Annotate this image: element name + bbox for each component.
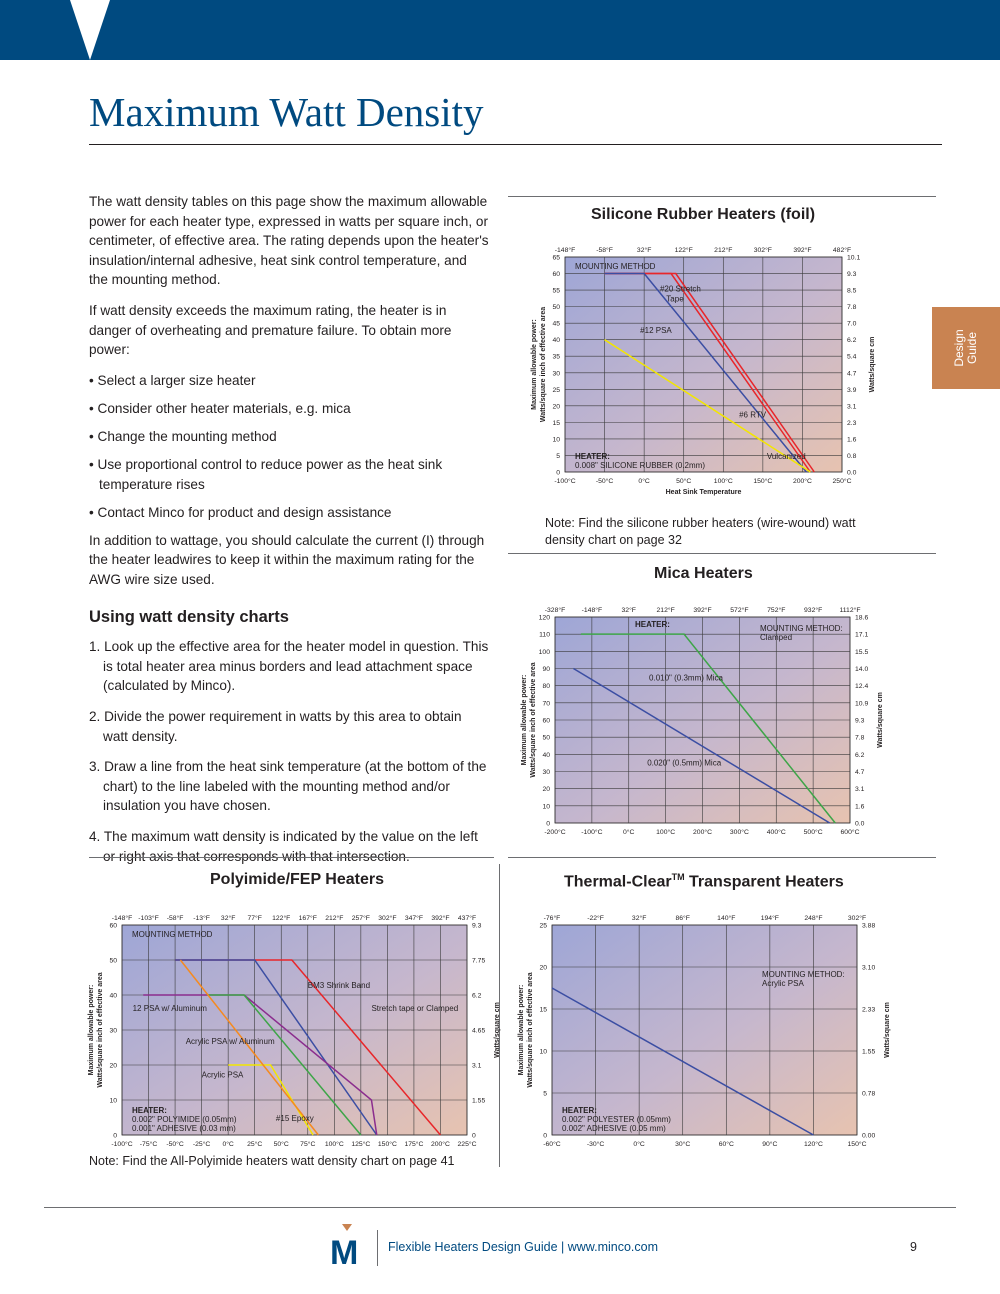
header-notch — [0, 0, 130, 60]
page-title: Maximum Watt Density — [89, 89, 484, 135]
y-tick-label: 35 — [552, 353, 560, 361]
heater-label: 0.001" ADHESIVE (0.03 mm) — [132, 1124, 236, 1133]
x2-tick-label: -328°F — [544, 607, 566, 614]
silicone-rubber-chart — [515, 240, 885, 502]
y2-tick-label: 7.0 — [847, 320, 857, 328]
y-tick-label: 55 — [552, 287, 560, 295]
x2-tick-label: 32°F — [636, 247, 652, 254]
y-tick-label: 0 — [546, 820, 550, 828]
x2-tick-label: 212°F — [656, 607, 675, 614]
series-annotation: #6 RTV — [739, 410, 767, 420]
x2-tick-label: -58°F — [596, 247, 613, 254]
x-tick-label: 150°C — [753, 478, 773, 485]
x2-tick-label: 194°F — [760, 915, 779, 922]
y-tick-label: 45 — [552, 320, 560, 328]
y-tick-label: 15 — [539, 1006, 547, 1014]
plot-area — [565, 257, 842, 472]
x2-tick-label: -103°F — [138, 915, 159, 922]
step-item: 1. Look up the effective area for the heater model in question. This is total heater area minus borders and lead attachment space (calculated by Minco). — [89, 639, 489, 694]
y2-tick-label: 10.9 — [855, 700, 869, 708]
y2-tick-label: 6.2 — [472, 992, 482, 1000]
y-axis-title-line2: Watts/square inch of effective area — [540, 306, 547, 423]
y-tick-label: 20 — [542, 786, 550, 794]
y2-tick-label: 4.7 — [855, 769, 865, 776]
y-tick-label: 0 — [113, 1132, 117, 1140]
footer-divider — [44, 1207, 956, 1208]
y-axis-title-line1: Maximum allowable power: — [88, 984, 95, 1076]
x-tick-label: 0°C — [222, 1141, 234, 1148]
mounting-method-value: Acrylic PSA — [762, 979, 804, 988]
y-tick-label: 40 — [542, 751, 550, 759]
series-annotation: 0.010" (0.3mm) Mica — [649, 673, 724, 683]
y-tick-label: 20 — [539, 964, 547, 972]
x-tick-label: -25°C — [192, 1141, 211, 1148]
heater-label: HEATER: — [562, 1106, 597, 1115]
footer-separator — [377, 1230, 378, 1266]
thermal-chart-title: Thermal-Clear™ Transparent Heaters — [564, 872, 844, 891]
mounting-method-label: MOUNTING METHOD — [132, 930, 213, 939]
design-guide-tab[interactable] — [932, 307, 1000, 389]
series-annotation: Acrylic PSA — [201, 1070, 244, 1080]
y2-tick-label: 9.3 — [847, 271, 857, 279]
y-axis-title — [531, 307, 547, 422]
x-tick-label: 25°C — [247, 1141, 263, 1148]
x2-tick-label: -148°F — [581, 607, 603, 614]
y-tick-label: 5 — [543, 1090, 547, 1098]
x-tick-label: 200°C — [693, 829, 712, 836]
list-item: • Select a larger size heater — [89, 372, 256, 388]
minco-logo — [330, 1222, 366, 1270]
y-tick-label: 50 — [552, 304, 560, 312]
x2-tick-label: 752°F — [767, 607, 786, 614]
x-tick-label: -100°C — [554, 478, 576, 485]
mica-chart — [510, 598, 895, 843]
x-tick-label: -30°C — [586, 1141, 605, 1148]
y-tick-label: 10 — [552, 436, 560, 444]
y2-tick-label: 17.1 — [855, 631, 869, 639]
thermal-top-rule — [508, 857, 936, 858]
y-tick-label: 80 — [542, 683, 550, 691]
series-annotation: Tape — [666, 294, 684, 304]
x-tick-label: 90°C — [762, 1141, 778, 1148]
design-guide-tab-label: Design Guide — [952, 329, 979, 367]
x2-tick-label: 32°F — [621, 607, 636, 614]
y2-tick-label: 1.55 — [472, 1097, 486, 1105]
y2-tick-label: 12.4 — [855, 683, 869, 691]
step-item: 4. The maximum watt density is indicated by the value on the left — [89, 828, 478, 844]
x-tick-label: 500°C — [803, 829, 823, 836]
y2-tick-label: 0.00 — [862, 1132, 876, 1140]
y2-tick-label: 3.1 — [855, 786, 865, 794]
y-tick-label: 10 — [539, 1048, 547, 1056]
mica-chart-title: Mica Heaters — [654, 565, 753, 582]
x2-tick-label: -58°F — [166, 915, 184, 922]
x-axis-title: Heat Sink Temperature — [665, 489, 742, 496]
y-tick-label: 60 — [542, 717, 550, 725]
y2-axis-title — [877, 692, 884, 748]
x2-tick-label: 932°F — [804, 607, 823, 614]
y2-tick-label: 15.5 — [855, 648, 869, 656]
x2-tick-label: 248°F — [804, 915, 823, 922]
y2-tick-label: 4.65 — [472, 1027, 486, 1035]
howto-heading: Using watt density charts — [89, 607, 289, 626]
y-axis-title-line1: Maximum allowable power: — [521, 674, 528, 766]
y2-tick-label: 4.7 — [847, 370, 857, 378]
mounting-method-label: MOUNTING METHOD: — [760, 624, 843, 633]
mounting-method-value: Clamped — [760, 633, 793, 642]
y2-axis-title — [869, 337, 876, 393]
x-tick-label: 400°C — [766, 829, 786, 836]
y2-tick-label: 3.88 — [862, 922, 876, 930]
y-axis-title — [518, 972, 534, 1087]
series-annotation: Vulcanized — [766, 451, 806, 461]
header-bar — [0, 0, 1000, 60]
x2-tick-label: 32°F — [220, 915, 236, 922]
x2-tick-label: -76°F — [543, 915, 561, 922]
x-tick-label: 100°C — [324, 1141, 344, 1148]
y2-tick-label: 7.8 — [847, 304, 857, 312]
y2-tick-label: 14.0 — [855, 666, 869, 673]
x2-tick-label: 392°F — [793, 247, 812, 254]
x2-tick-label: 32°F — [631, 915, 647, 922]
polyimide-top-rule — [89, 857, 494, 858]
y2-tick-label: 3.1 — [847, 403, 857, 411]
x-tick-label: 0°C — [638, 478, 650, 485]
y-tick-label: 25 — [539, 922, 547, 930]
y2-tick-label: 0.0 — [855, 820, 865, 828]
x2-tick-label: 482°F — [832, 247, 852, 254]
y-tick-label: 0 — [556, 469, 560, 477]
x-tick-label: 175°C — [404, 1141, 424, 1148]
y2-tick-label: 7.75 — [472, 957, 486, 965]
y2-tick-label: 18.6 — [855, 614, 869, 622]
y2-tick-label: 2.33 — [862, 1006, 876, 1014]
x-tick-label: 120°C — [803, 1141, 823, 1148]
x-tick-label: 150°C — [847, 1141, 867, 1148]
y2-tick-label: 1.6 — [847, 436, 857, 444]
x2-tick-label: -148°F — [111, 915, 133, 922]
y2-axis-title-text: Watts/square cm — [494, 1002, 501, 1058]
y2-tick-label: 2.3 — [847, 419, 857, 427]
y2-tick-label: 3.1 — [472, 1062, 482, 1070]
x2-tick-label: 257°F — [351, 915, 370, 922]
x2-tick-label: -22°F — [587, 915, 604, 922]
series-annotation: Acrylic PSA w/ Aluminum — [185, 1037, 275, 1046]
steps-list — [89, 637, 489, 866]
title-divider — [89, 144, 942, 145]
y-axis-title — [88, 972, 104, 1087]
polyimide-chart-title: Polyimide/FEP Heaters — [210, 871, 384, 888]
series-annotation: Stretch tape or Clamped — [371, 1003, 459, 1013]
current-paragraph: In addition to wattage, you should calculate the current (I) through the heater leadwires to keep it within the maximum rating for the AWG wire size used. — [89, 532, 485, 587]
x-tick-label: 30°C — [675, 1141, 691, 1148]
heater-label: 0.002" POLYESTER (0.05mm) — [562, 1115, 671, 1124]
y-tick-label: 40 — [552, 337, 560, 345]
x2-tick-label: 572°F — [730, 607, 749, 614]
silicone-note: Note: Find the silicone rubber heaters (wire-wound) watt density chart on page 32 — [545, 516, 856, 547]
y2-tick-label: 8.5 — [847, 287, 857, 295]
y2-tick-label: 0.78 — [862, 1090, 876, 1098]
intro-paragraph: The watt density tables on this page show the maximum allowable power for each heater type, expressed in watts per square inch, or centimeter, of effective area. The rating depends upon the heater's insulation/internal adhesive, heat sink control temperature, and the mounting method. — [89, 194, 489, 288]
y-tick-label: 100 — [538, 648, 550, 656]
step-item: 2. Divide the power requirement in watts by this area to obtain watt density. — [89, 708, 462, 744]
y2-tick-label: 0.8 — [847, 452, 857, 460]
y-axis-title-line2: Watts/square inch of effective area — [97, 972, 104, 1088]
y2-tick-label: 3.10 — [862, 964, 876, 972]
heater-label: 0.002" ADHESIVE (0.05 mm) — [562, 1124, 666, 1133]
x2-tick-label: 167°F — [298, 915, 317, 922]
y2-axis-title-text: Watts/square cm — [869, 336, 876, 393]
x-tick-label: -50°C — [595, 478, 614, 485]
x-tick-label: 200°C — [792, 478, 812, 485]
y-tick-label: 30 — [552, 370, 560, 378]
y2-axis-title-text: Watts/square cm — [884, 1002, 891, 1058]
y-axis-title — [521, 662, 537, 777]
y-axis-title-line2: Watts/square inch of effective area — [530, 662, 537, 778]
x-tick-label: -50°C — [166, 1141, 184, 1148]
series-annotation: #20 Stretch — [659, 284, 701, 294]
list-item: • Use proportional control to reduce power as the heat sink temperature rises — [89, 457, 443, 492]
y2-tick-label: 5.4 — [847, 353, 857, 361]
y2-tick-label: 9.3 — [472, 922, 482, 930]
body-text — [89, 192, 489, 877]
y2-tick-label: 3.9 — [847, 386, 857, 394]
x-tick-label: 600°C — [840, 829, 860, 836]
y2-tick-label: 7.8 — [855, 734, 865, 742]
y-tick-label: 15 — [552, 419, 560, 427]
x-tick-label: 50°C — [273, 1141, 289, 1148]
series-annotation: 12 PSA w/ Aluminum — [132, 1003, 207, 1013]
silicone-top-rule — [508, 196, 936, 197]
x-tick-label: 225°C — [457, 1141, 477, 1148]
page-number: 9 — [910, 1240, 917, 1254]
x2-tick-label: 302°F — [847, 915, 867, 922]
power-options-list — [89, 371, 489, 523]
x-tick-label: 75°C — [300, 1141, 316, 1148]
x-tick-label: 0°C — [623, 829, 635, 836]
x-tick-label: -100°C — [581, 829, 603, 836]
list-item: • Change the mounting method — [89, 428, 277, 444]
y-tick-label: 30 — [542, 769, 550, 776]
series-annotation: 0.020" (0.5mm) Mica — [647, 758, 722, 768]
series-annotation: #15 Epoxy — [275, 1114, 314, 1123]
y-tick-label: 90 — [542, 666, 550, 673]
heater-label: HEATER: — [132, 1106, 167, 1115]
y2-tick-label: 0 — [472, 1132, 476, 1140]
x-tick-label: -100°C — [111, 1141, 133, 1148]
series-annotation: #12 PSA — [640, 326, 672, 336]
x2-tick-label: 392°F — [431, 915, 450, 922]
plot-area — [552, 925, 857, 1135]
y-tick-label: 20 — [552, 403, 560, 411]
y-tick-label: 25 — [552, 386, 560, 394]
x-tick-label: 50°C — [676, 478, 692, 485]
list-item: • Consider other heater materials, e.g. mica — [89, 400, 351, 416]
polyimide-note: Note: Find the All-Polyimide heaters watt density chart on page 41 — [89, 1154, 455, 1168]
x2-tick-label: 77°F — [247, 915, 262, 922]
heater-label: 0.002" POLYIMIDE (0.05mm) — [132, 1115, 237, 1124]
y-tick-label: 10 — [542, 803, 550, 811]
x-tick-label: -75°C — [139, 1141, 158, 1148]
x2-tick-label: 140°F — [717, 915, 736, 922]
y-tick-label: 110 — [539, 631, 550, 639]
y-tick-label: 40 — [109, 992, 117, 1000]
y-tick-label: 5 — [556, 452, 560, 460]
heater-label: 0.008" SILICONE RUBBER (0.2mm) — [575, 461, 705, 470]
mica-top-rule — [508, 553, 936, 554]
y2-tick-label: 6.2 — [847, 337, 857, 345]
x-tick-label: 0°C — [633, 1141, 645, 1148]
x-tick-label: 100°C — [656, 829, 676, 836]
y-axis-title-line1: Maximum allowable power: — [518, 984, 525, 1076]
footer-text: Flexible Heaters Design Guide | www.minco.com — [388, 1240, 659, 1254]
y2-axis-title — [494, 1002, 501, 1058]
x2-tick-label: 302°F — [753, 247, 772, 254]
y2-tick-label: 1.6 — [855, 803, 865, 811]
x2-tick-label: 86°F — [675, 915, 690, 922]
mounting-method-label: MOUNTING METHOD — [575, 262, 656, 271]
y-tick-label: 70 — [542, 700, 550, 708]
x2-tick-label: 392°F — [693, 607, 712, 614]
y2-tick-label: 1.55 — [862, 1048, 876, 1056]
y2-tick-label: 0.0 — [847, 469, 857, 477]
x-tick-label: 200°C — [430, 1141, 450, 1148]
y2-axis-title-text: Watts/square cm — [877, 692, 884, 748]
y-tick-label: 20 — [109, 1062, 117, 1070]
x2-tick-label: 302°F — [378, 915, 397, 922]
y-tick-label: 10 — [109, 1097, 117, 1105]
list-item: • Contact Minco for product and design assistance — [89, 504, 392, 520]
svg-text:M: M — [330, 1234, 359, 1270]
x2-tick-label: 212°F — [325, 915, 344, 922]
x2-tick-label: -148°F — [554, 247, 576, 254]
polyimide-fep-chart — [88, 908, 501, 1153]
y-tick-label: 65 — [552, 254, 560, 262]
danger-paragraph: If watt density exceeds the maximum rating, the heater is in danger of overheating and premature failure. To obtain more power: — [89, 302, 452, 358]
y-tick-label: 50 — [109, 957, 117, 965]
x-tick-label: 150°C — [377, 1141, 397, 1148]
x-tick-label: 100°C — [713, 478, 733, 485]
series-annotation: BM3 Shrink Band — [307, 981, 371, 990]
x2-tick-label: 122°F — [674, 247, 693, 254]
y-axis-title-line1: Maximum allowable power: — [531, 319, 538, 410]
x2-tick-label: -13°F — [193, 915, 210, 922]
y-tick-label: 120 — [538, 614, 550, 622]
mounting-method-label: MOUNTING METHOD: — [762, 970, 845, 979]
y2-tick-label: 9.3 — [855, 717, 865, 725]
x2-tick-label: 437°F — [457, 915, 477, 922]
silicone-chart-title: Silicone Rubber Heaters (foil) — [591, 206, 816, 223]
x-tick-label: 250°C — [832, 478, 852, 485]
y-tick-label: 30 — [109, 1027, 117, 1035]
heater-label: HEATER: — [635, 620, 670, 629]
y2-tick-label: 6.2 — [855, 751, 865, 759]
x2-tick-label: 1112°F — [839, 607, 861, 614]
thermal-clear-chart — [515, 908, 895, 1153]
x-tick-label: 60°C — [718, 1141, 734, 1148]
x-tick-label: 300°C — [729, 829, 749, 836]
y-tick-label: 50 — [542, 734, 550, 742]
x-tick-label: 125°C — [351, 1141, 371, 1148]
x2-tick-label: 212°F — [714, 247, 733, 254]
x-tick-label: -200°C — [544, 829, 566, 836]
y-tick-label: 60 — [109, 922, 117, 930]
y-tick-label: 60 — [552, 271, 560, 279]
x2-tick-label: 347°F — [404, 915, 424, 922]
step-item: 3. Draw a line from the heat sink temperature (at the bottom of the chart) to the line labeled with the mounting method and/or insulation you have chosen. — [89, 759, 487, 814]
y-tick-label: 0 — [543, 1132, 547, 1140]
x2-tick-label: 122°F — [272, 915, 291, 922]
y2-tick-label: 10.1 — [847, 254, 861, 262]
heater-label: HEATER: — [575, 452, 610, 461]
x-tick-label: -60°C — [543, 1141, 561, 1148]
y2-axis-title — [884, 1002, 891, 1058]
y-axis-title-line2: Watts/square inch of effective area — [527, 972, 534, 1088]
